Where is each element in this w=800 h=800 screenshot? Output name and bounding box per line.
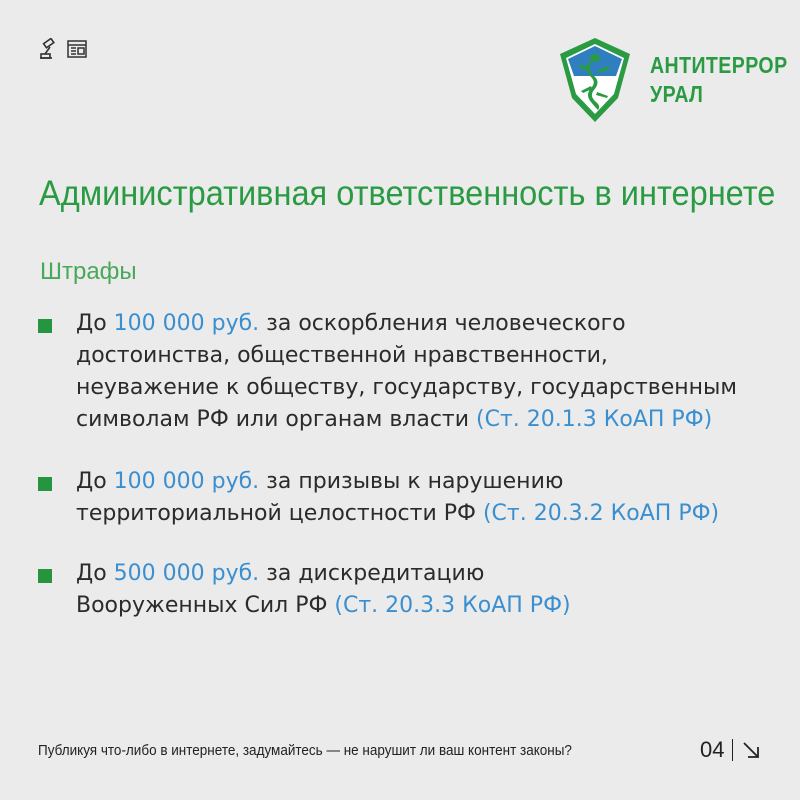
browser-window-icon <box>66 38 88 60</box>
logo-line-1: АНТИТЕРРОР <box>650 52 788 78</box>
page-title: Административная ответственность в интернете <box>39 174 776 213</box>
fine-prefix: До <box>76 561 107 586</box>
list-item <box>38 558 778 622</box>
fine-text-line: за дискредитацию <box>266 561 485 586</box>
arrow-down-right-icon[interactable] <box>741 740 761 760</box>
gavel-icon <box>38 38 60 60</box>
logo-text <box>650 51 788 109</box>
law-article: (Ст. 20.1.3 КоАП РФ) <box>476 407 713 432</box>
footer-note: Публикуя что-либо в интернете, задумайтесь — не нарушит ли ваш контент законы? <box>38 742 572 759</box>
logo-line-2: УРАЛ <box>650 81 704 107</box>
fine-text-line: достоинства, общественной нравственности, <box>76 343 608 368</box>
fine-amount: 500 000 руб. <box>113 561 260 586</box>
fine-amount: 100 000 руб. <box>113 469 260 494</box>
law-article: (Ст. 20.3.3 КоАП РФ) <box>334 593 571 618</box>
top-icons <box>38 38 88 60</box>
fine-text <box>76 308 737 436</box>
fine-text-line: символам РФ или органам власти <box>76 407 470 432</box>
page-number: 04 <box>700 737 725 762</box>
divider <box>732 739 733 761</box>
fine-amount: 100 000 руб. <box>113 311 260 336</box>
fine-text-line: за призывы к нарушению <box>266 469 564 494</box>
brand-logo <box>554 36 800 124</box>
bullet-square-icon <box>38 569 52 583</box>
list-item <box>38 466 778 530</box>
fine-text <box>76 466 719 530</box>
section-subtitle: Штрафы <box>40 258 137 285</box>
bullet-square-icon <box>38 477 52 491</box>
list-item <box>38 308 778 436</box>
fine-text-line: Вооруженных Сил РФ <box>76 593 328 618</box>
fine-text-line: территориальной целостности РФ <box>76 501 476 526</box>
fine-prefix: До <box>76 469 107 494</box>
fine-text-line: неуважение к обществу, государству, государственным <box>76 375 738 400</box>
bullet-square-icon <box>38 319 52 333</box>
fine-text <box>76 558 571 622</box>
fine-text-line: за оскорбления человеческого <box>266 311 626 336</box>
law-article: (Ст. 20.3.2 КоАП РФ) <box>482 501 720 526</box>
fine-prefix: До <box>76 311 107 336</box>
page-indicator <box>700 737 761 763</box>
shield-lizard-icon <box>554 36 636 124</box>
